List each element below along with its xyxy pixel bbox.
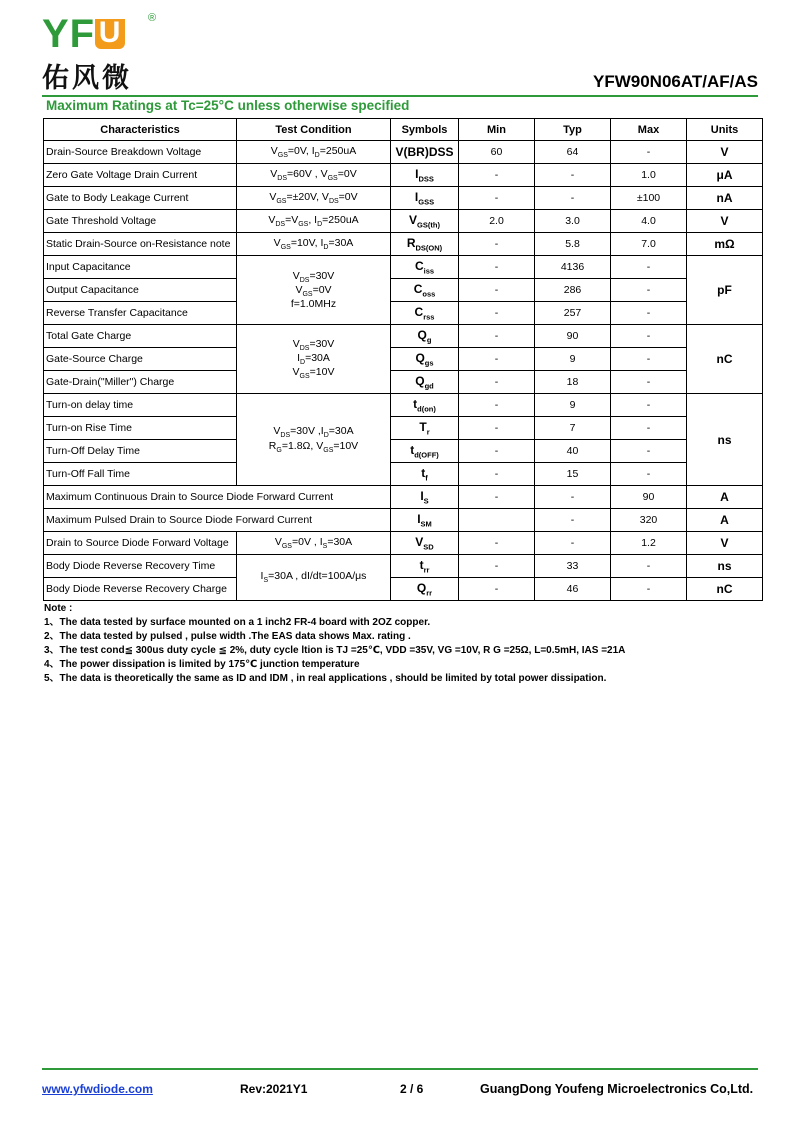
min-value: - <box>459 279 535 302</box>
characteristic: Total Gate Charge <box>44 325 237 348</box>
typ-value: - <box>535 164 611 187</box>
symbol: $t_f$ <box>391 463 459 486</box>
max-value: - <box>611 256 687 279</box>
max-value: - <box>611 463 687 486</box>
symbol: $I_{DSS}$ <box>391 164 459 187</box>
typ-value: 9 <box>535 394 611 417</box>
max-value: - <box>611 302 687 325</box>
characteristic: Gate-Source Charge <box>44 348 237 371</box>
company-name: GuangDong Youfeng Microelectronics Co,Ltd. <box>480 1082 754 1096</box>
characteristic: Maximum Continuous Drain to Source Diode Forward Current <box>44 486 391 509</box>
typ-value: 46 <box>535 578 611 601</box>
typ-value: 3.0 <box>535 210 611 233</box>
min-value: - <box>459 302 535 325</box>
max-value: - <box>611 555 687 578</box>
max-value: 90 <box>611 486 687 509</box>
col-header: Symbols <box>391 119 459 141</box>
symbol: $I_S$ <box>391 486 459 509</box>
typ-value: 90 <box>535 325 611 348</box>
symbol: $I_{GSS}$ <box>391 187 459 210</box>
characteristic: Turn-Off Delay Time <box>44 440 237 463</box>
typ-value: 257 <box>535 302 611 325</box>
registered-icon: ® <box>148 12 157 24</box>
unit: A <box>687 509 763 532</box>
characteristic: Zero Gate Voltage Drain Current <box>44 164 237 187</box>
test-condition: $V_{GS}=\pm 20V$, $V_{DS}=0V$ <box>237 187 391 210</box>
characteristic: Output Capacitance <box>44 279 237 302</box>
max-value: - <box>611 141 687 164</box>
min-value: - <box>459 371 535 394</box>
test-condition: $V_{DS}=60V$ , $V_{GS}=0V$ <box>237 164 391 187</box>
test-condition: $V_{GS}=0V$ , $I_S=30A$ <box>237 532 391 555</box>
typ-value: - <box>535 187 611 210</box>
symbol: $T_r$ <box>391 417 459 440</box>
unit: V <box>687 141 763 164</box>
max-value: - <box>611 325 687 348</box>
table-row <box>44 164 763 187</box>
page-number: 2 / 6 <box>400 1082 424 1096</box>
characteristic: Static Drain-Source on-Resistance note <box>44 233 237 256</box>
table-row <box>44 256 763 279</box>
min-value: - <box>459 325 535 348</box>
min-value: - <box>459 555 535 578</box>
symbol: $Q_{rr}$ <box>391 578 459 601</box>
symbol: $V_{GS(th)}$ <box>391 210 459 233</box>
test-condition: $V_{GS}=0V$, $I_D=250uA$ <box>237 141 391 164</box>
unit: A <box>687 486 763 509</box>
typ-value: - <box>535 509 611 532</box>
website-link[interactable]: www.yfwdiode.com <box>42 1082 153 1096</box>
table-row <box>44 187 763 210</box>
max-value: 7.0 <box>611 233 687 256</box>
table-row <box>44 279 763 302</box>
characteristic: Drain-Source Breakdown Voltage <box>44 141 237 164</box>
characteristic: Gate-Drain("Miller") Charge <box>44 371 237 394</box>
test-condition: $V_{DS}=30V$ $V_{GS}=0V$ f=1.0MHz <box>237 256 391 325</box>
typ-value: 286 <box>535 279 611 302</box>
symbol: V(BR)DSS <box>391 141 459 164</box>
note-item: 1、The data tested by surface mounted on a 1 inch2 FR-4 board with 2OZ copper. <box>44 617 431 628</box>
symbol: $t_{d(OFF)}$ <box>391 440 459 463</box>
unit: pF <box>687 256 763 325</box>
revision: Rev:2021Y1 <box>240 1082 308 1096</box>
symbol: $C_{rss}$ <box>391 302 459 325</box>
part-number: YFW90N06AT/AF/AS <box>593 72 758 91</box>
table-row <box>44 578 763 601</box>
min-value: - <box>459 164 535 187</box>
max-value: - <box>611 417 687 440</box>
max-value: 1.2 <box>611 532 687 555</box>
symbol: $R_{DS(ON)}$ <box>391 233 459 256</box>
characteristic: Turn-on delay time <box>44 394 237 417</box>
note-item: 5、The data is theoretically the same as ID and IDM , in real applications , should be limited by total power dissipation. <box>44 673 607 684</box>
min-value: - <box>459 532 535 555</box>
max-value: 320 <box>611 509 687 532</box>
unit: ns <box>687 394 763 486</box>
typ-value: - <box>535 486 611 509</box>
unit: V <box>687 210 763 233</box>
table-row <box>44 440 763 463</box>
min-value: 2.0 <box>459 210 535 233</box>
test-condition: $V_{DS}=V_{GS}$, $I_D=250uA$ <box>237 210 391 233</box>
symbol: $t_{d(on)}$ <box>391 394 459 417</box>
max-value: - <box>611 394 687 417</box>
typ-value: 33 <box>535 555 611 578</box>
characteristic: Gate to Body Leakage Current <box>44 187 237 210</box>
unit: V <box>687 532 763 555</box>
characteristic: Turn-Off Fall Time <box>44 463 237 486</box>
max-value: 4.0 <box>611 210 687 233</box>
logo-mark: YF U <box>42 14 162 54</box>
min-value: - <box>459 440 535 463</box>
header-divider <box>42 95 758 97</box>
symbol: $C_{oss}$ <box>391 279 459 302</box>
table-row <box>44 417 763 440</box>
unit: nC <box>687 325 763 394</box>
symbol: $V_{SD}$ <box>391 532 459 555</box>
min-value: - <box>459 233 535 256</box>
footer-divider <box>42 1068 758 1070</box>
typ-value: 18 <box>535 371 611 394</box>
table-row <box>44 371 763 394</box>
table-row <box>44 348 763 371</box>
col-header: Min <box>459 119 535 141</box>
characteristic: Input Capacitance <box>44 256 237 279</box>
symbol: $Q_g$ <box>391 325 459 348</box>
table-row <box>44 463 763 486</box>
ratings-table <box>43 118 763 601</box>
col-header: Test Condition <box>237 119 391 141</box>
max-value: - <box>611 440 687 463</box>
characteristic: Maximum Pulsed Drain to Source Diode Forward Current <box>44 509 391 532</box>
table-row <box>44 555 763 578</box>
typ-value: 15 <box>535 463 611 486</box>
test-condition: $V_{GS}=10V$, $I_D=30A$ <box>237 233 391 256</box>
test-condition: $V_{DS}=30V$ $,I_D=30A$ $R_G=1.8\Omega$, $V_{GS}=10V$ <box>237 394 391 486</box>
characteristic: Body Diode Reverse Recovery Time <box>44 555 237 578</box>
test-condition: $V_{DS}=30V$ $I_D=30A$ $V_{GS}=10V$ <box>237 325 391 394</box>
min-value: 60 <box>459 141 535 164</box>
max-value: - <box>611 279 687 302</box>
max-value: 1.0 <box>611 164 687 187</box>
col-header: Characteristics <box>44 119 237 141</box>
col-header: Units <box>687 119 763 141</box>
min-value: - <box>459 256 535 279</box>
max-value: ±100 <box>611 187 687 210</box>
typ-value: 9 <box>535 348 611 371</box>
col-header: Typ <box>535 119 611 141</box>
table-row <box>44 509 763 532</box>
characteristic: Gate Threshold Voltage <box>44 210 237 233</box>
typ-value: 40 <box>535 440 611 463</box>
table-row <box>44 486 763 509</box>
max-value: - <box>611 371 687 394</box>
company-logo <box>42 14 162 96</box>
characteristic: Drain to Source Diode Forward Voltage <box>44 532 237 555</box>
col-header: Max <box>611 119 687 141</box>
min-value: - <box>459 486 535 509</box>
logo-chinese-name: 佑风微 <box>42 63 132 94</box>
table-row <box>44 325 763 348</box>
note-item: 4、The power dissipation is limited by 175℃ junction temperature <box>44 659 360 670</box>
max-value: - <box>611 578 687 601</box>
table-row <box>44 532 763 555</box>
table-header-row <box>44 119 763 141</box>
table-row <box>44 394 763 417</box>
table-row <box>44 141 763 164</box>
notes-section <box>44 602 625 686</box>
symbol: $t_{rr}$ <box>391 555 459 578</box>
min-value: - <box>459 578 535 601</box>
unit: nC <box>687 578 763 601</box>
typ-value: 7 <box>535 417 611 440</box>
symbol: $Q_{gd}$ <box>391 371 459 394</box>
section-title: Maximum Ratings at Tc=25°C unless otherwise specified <box>46 98 410 113</box>
unit: mΩ <box>687 233 763 256</box>
unit: μA <box>687 164 763 187</box>
table-row <box>44 233 763 256</box>
symbol: $C_{iss}$ <box>391 256 459 279</box>
table-row <box>44 302 763 325</box>
notes-heading: Note : <box>44 603 73 614</box>
symbol: $Q_{gs}$ <box>391 348 459 371</box>
unit: nA <box>687 187 763 210</box>
note-item: 2、The data tested by pulsed , pulse width .The EAS data shows Max. rating . <box>44 631 411 642</box>
test-condition: $I_S=30A$ , dI/dt=100A/μs <box>237 555 391 601</box>
symbol: $I_{SM}$ <box>391 509 459 532</box>
min-value: - <box>459 417 535 440</box>
min-value: - <box>459 187 535 210</box>
max-value: - <box>611 348 687 371</box>
typ-value: - <box>535 532 611 555</box>
min-value: - <box>459 463 535 486</box>
min-value: - <box>459 348 535 371</box>
unit: ns <box>687 555 763 578</box>
typ-value: 64 <box>535 141 611 164</box>
characteristic: Reverse Transfer Capacitance <box>44 302 237 325</box>
characteristic: Body Diode Reverse Recovery Charge <box>44 578 237 601</box>
table-row <box>44 210 763 233</box>
min-value <box>459 509 535 532</box>
typ-value: 5.8 <box>535 233 611 256</box>
characteristic: Turn-on Rise Time <box>44 417 237 440</box>
min-value: - <box>459 394 535 417</box>
note-item: 3、The test cond≦ 300us duty cycle ≦ 2%, duty cycle ltion is TJ =25℃, VDD =35V, VG =10V, R G =25Ω, L=0.5mH, IAS =21A <box>44 645 626 656</box>
typ-value: 4136 <box>535 256 611 279</box>
